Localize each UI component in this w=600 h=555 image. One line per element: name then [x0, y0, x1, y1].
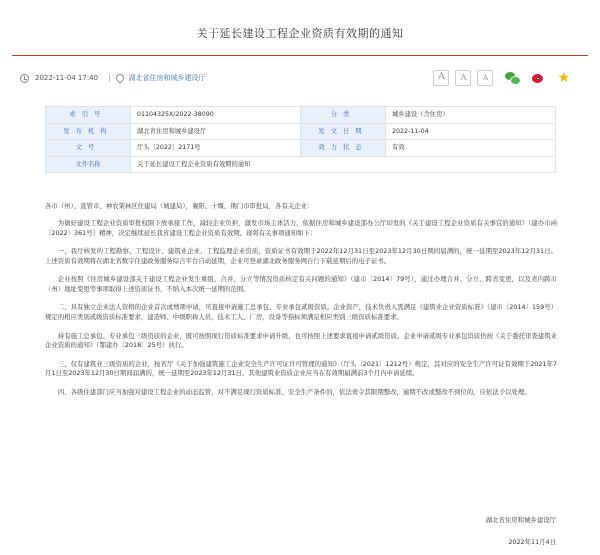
info-key-validity: 效力状态	[301, 140, 386, 157]
info-value-publisher: 湖北省住房和城乡建设厅	[131, 123, 301, 140]
table-row	[46, 107, 556, 124]
info-value-validity: 有效	[386, 140, 556, 157]
info-key-file-name: 文件名称	[46, 156, 131, 173]
signature-date: 2022年11月4日	[508, 538, 556, 546]
body-paragraph: 二、具有独立企业法人资格的企业首次或增项申请，可直接申请施工总承包、专业承包贰级资质。企业资产，技术负责人需满足《建筑业企业资质标准》（建市〔2014〕159号）规定的相应类别贰级资质标准要求，建造师、中级职称人员，技术工人、厂房，设备等指标须满足相应类别三级资质标准要求。	[45, 303, 557, 321]
info-key-publisher: 发布机构	[46, 123, 131, 140]
signature-organization: 湖北省住房和城乡建设厅	[485, 516, 556, 524]
clock-icon	[20, 74, 29, 83]
body-paragraph: 为做好建设工程企业资质审批权限下放承接工作，减轻企业负担，激发市场主体活力，依据住房和城乡建设部办公厅印发的《关于建设工程企业资质有关事宜的通知》（建办市函〔2022〕361号）精神，决定继续延长我省建设工程企业资质有效期。现将有关事项通知如下：	[45, 219, 557, 237]
meta-separator: |	[108, 73, 111, 82]
body-paragraph: 三、仅有建筑业三级资质的企业，按省厅《关于加强建筑施工企业安全生产许可证许可管理的通知》（厅头〔2021〕1212号）规定，其对应的安全生产许可证有效期于2021年7月1日至2023年12月30日期间届满的，统一延期至2023年12月31日。其他建筑业资质企业应当在有效期届满前3个月内申请延续。	[45, 359, 557, 377]
font-size-small-button[interactable]: A	[477, 70, 493, 86]
font-size-large-button[interactable]: A	[433, 70, 449, 86]
page-title: 关于延长建设工程企业资质有效期的通知	[196, 27, 404, 40]
info-key-issue-date: 发文日期	[301, 123, 386, 140]
publish-datetime: 2022-11-04 17:40	[35, 73, 99, 82]
publisher-source-link[interactable]: 湖北省住房和城乡建设厅	[128, 73, 206, 82]
title-divider	[12, 55, 588, 56]
body-paragraph: 一、我厅核发的工程勘察、工程设计、建筑业企业、工程监理企业资质，资质证书有效期于2022年12月31日至2023年12月30日期间届满的，统一延期至2023年12月31日。上述资质有效期将在湖北省数字住建政务服务综合平台自动延期，企业可登录湖北政务服务网自行下载延期后的电子证书。	[45, 247, 557, 265]
info-value-issue-date: 2022-11-04	[386, 123, 556, 140]
info-key-index: 索引号	[46, 107, 131, 124]
article-tools	[433, 70, 570, 86]
body-paragraph: 四、各级住建部门应当加强对建设工程企业的动态监管，对不满足现行资质标准、安全生产条件的，依法责令其限期整改，逾期不改或整改不到位的，应依法予以处理。	[57, 387, 531, 396]
body-paragraph: 持有施工总承包、专业承包三级资质的企业，既可按照现行资质标准要求申请升级，也可按照上述要求直接申请贰级资质。企业申请贰级专业承包资质仍按《关于委托审查建筑业企业资质的通知》（鄂建办〔2018〕25号）执行。	[45, 331, 557, 349]
wechat-icon[interactable]	[505, 71, 519, 85]
article-body	[45, 202, 557, 406]
table-row	[46, 140, 556, 157]
salutation: 各市（州）、直管市、神农架林区住建局（城建局），襄阳、十堰、荆门市审批局，各有关企业：	[45, 202, 314, 210]
favorite-star-icon[interactable]: ★	[557, 70, 570, 86]
weibo-icon[interactable]	[531, 71, 545, 85]
info-key-doc-number: 文号	[46, 140, 131, 157]
table-row	[46, 123, 556, 140]
location-pin-icon	[116, 74, 122, 82]
font-size-medium-button[interactable]: A	[455, 70, 471, 86]
info-value-index: 01104325X/2022-38090	[131, 107, 301, 124]
body-paragraph: 企业按照《住房城乡建设部关于建设工程企业发生重组、合并、分立等情况资质核定有关问题的通知》（建市〔2014〕79号），通过办理合并、分立、跨省变更，以及省内跨市（州）地址变更等事项取得上述资质证书，不纳入本次统一延期的范围。	[45, 275, 557, 293]
article-meta-bar	[12, 62, 588, 94]
info-key-category: 分类	[301, 107, 386, 124]
info-value-category: 城乡建设（含住房）	[386, 107, 556, 124]
info-value-file-name: 关于延长建设工程企业资质有效期的通知	[131, 156, 556, 173]
info-value-doc-number: 厅头〔2022〕2171号	[131, 140, 301, 157]
document-info-table	[45, 106, 556, 173]
table-row	[46, 156, 556, 173]
